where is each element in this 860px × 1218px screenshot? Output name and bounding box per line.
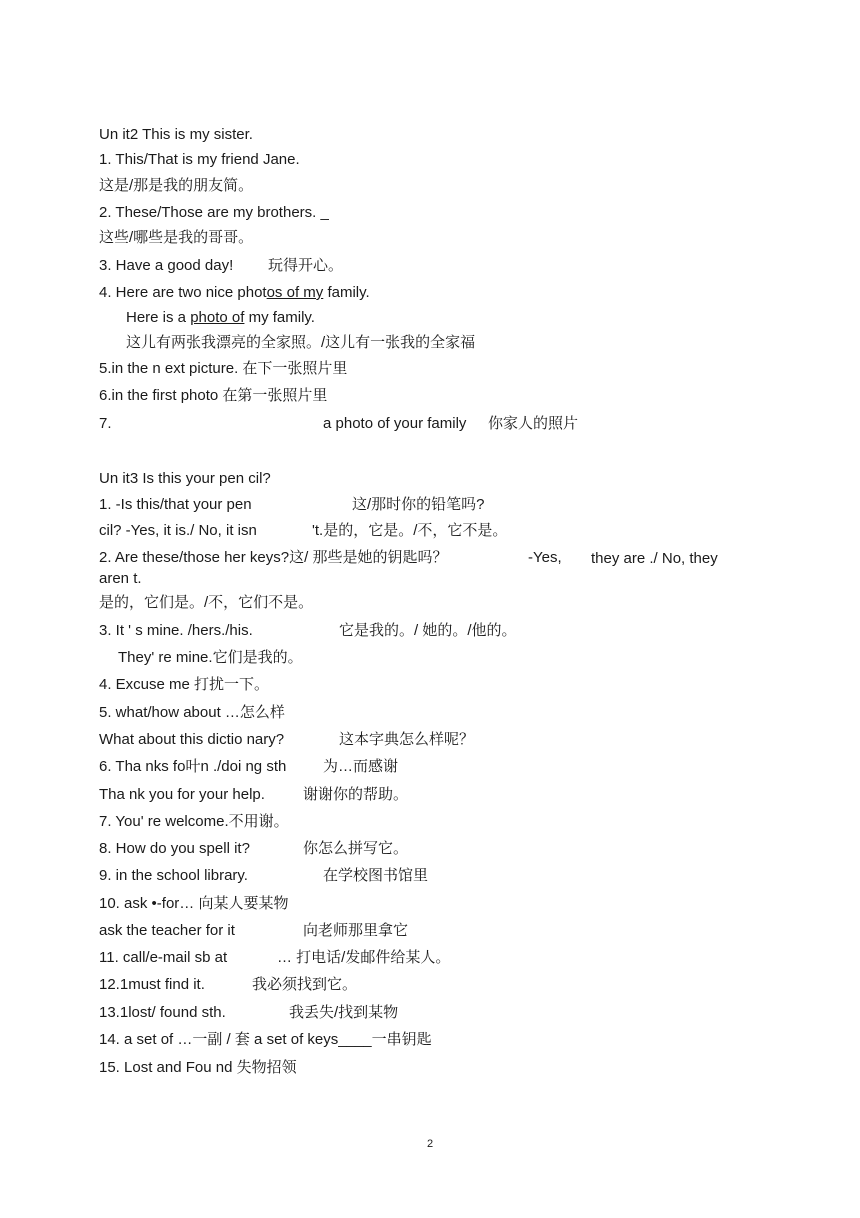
unit2-line-4-part-c: family. (323, 284, 370, 301)
page-number: 2 (426, 1138, 434, 1150)
unit3-line-11: 11. call/e-mail sb at (99, 949, 228, 966)
unit3-line-3-cn: 它是我的。/ 她的。/他的。 (339, 622, 517, 639)
unit3-line-6b: Tha nk you for your help. (99, 786, 265, 803)
unit3-line-13-cn: 我丢失/找到某物 (289, 1004, 399, 1021)
unit2-line-7: a photo of your family (323, 415, 467, 432)
unit3-line-2-cn: 是的，它们是。/不，它们不是。 (99, 594, 314, 611)
unit3-line-1b: cil? -Yes, it is./ No, it isn (99, 522, 257, 539)
unit3-line-5b-cn: 这本字典怎么样呢？ (339, 731, 475, 748)
unit3-line-6b-cn: 谢谢你的帮助。 (303, 786, 409, 803)
unit3-line-3a: 3. It ' s mine. /hers./his. (99, 622, 253, 639)
unit3-line-2b: -Yes, (528, 549, 562, 566)
unit2-line-1: 1. This/That is my friend Jane. (99, 151, 300, 168)
unit3-line-14: 14. a set of …一副 / 套 a set of keys____一串钥匙 (99, 1031, 432, 1048)
unit2-title: Un it2 This is my sister. (99, 126, 253, 143)
unit3-line-5b: What about this dictio nary? (99, 731, 285, 748)
unit3-line-1-cn: 这/那时你的铅笔吗? (352, 496, 485, 513)
unit2-line-4 (99, 283, 370, 303)
unit2-line-3: 3. Have a good day! (99, 257, 234, 274)
unit3-line-8: 8. How do you spell it? (99, 840, 250, 857)
unit3-line-15: 15. Lost and Fou nd 失物招领 (99, 1059, 297, 1076)
unit3-line-4: 4. Excuse me 打扰一下。 (99, 676, 270, 693)
unit3-line-9: 9. in the school library. (99, 867, 248, 884)
unit2-line-2-cn: 这些/哪些是我的哥哥。 (99, 229, 254, 246)
unit3-line-7: 7. You' re welcome.不用谢。 (99, 813, 289, 830)
unit2-line-2: 2. These/Those are my brothers. _ (99, 204, 329, 221)
unit2-line-1-cn: 这是/那是我的朋友简。 (99, 177, 254, 194)
unit3-line-12-cn: 我必须找到它。 (252, 976, 358, 993)
unit3-line-5: 5. what/how about …怎么样 (99, 704, 285, 721)
unit3-title: Un it3 Is this your pen cil? (99, 470, 271, 487)
unit3-line-2a: 2. Are these/those her keys?这/ 那些是她的钥匙吗？ (99, 549, 448, 566)
unit3-line-9-cn: 在学校图书馆里 (323, 867, 429, 884)
unit3-line-2c: they are ./ No, they (591, 550, 718, 567)
unit3-line-10b: ask the teacher for it (99, 922, 235, 939)
unit3-line-1c: 't.是的，它是。/不，它不是。 (312, 522, 508, 539)
unit2-line-7-cn: 你家人的照片 (488, 415, 579, 432)
unit3-line-8-cn: 你怎么拼写它。 (303, 840, 409, 857)
unit3-line-10: 10. ask •-for… 向某人要某物 (99, 895, 289, 912)
unit2-line-5: 5.in the n ext picture. 在下一张照片里 (99, 360, 348, 377)
unit3-line-2d: aren t. (99, 570, 142, 587)
unit3-line-13: 13.1lost/ found sth. (99, 1004, 226, 1021)
unit2-line-4b-part-a: Here is a (126, 309, 191, 326)
unit2-line-7-number: 7. (99, 415, 112, 432)
unit2-line-4-part-a: 4. Here are two nice phot (99, 284, 267, 301)
unit2-line-4b-part-c: my family. (244, 309, 315, 326)
unit3-line-12: 12.1must find it. (99, 976, 205, 993)
unit2-line-4b (126, 308, 315, 328)
unit3-line-1a: 1. -Is this/that your pen (99, 496, 252, 513)
unit2-line-4b-underlined: photo of (190, 309, 245, 326)
unit3-line-3b: They' re mine.它们是我的。 (118, 649, 303, 666)
unit3-line-6-cn: 为…而感谢 (323, 758, 399, 775)
unit2-line-4-cn: 这儿有两张我漂亮的全家照。/这儿有一张我的全家福 (126, 334, 476, 351)
unit3-line-6: 6. Tha nks fo叶n ./doi ng sth (99, 758, 287, 775)
unit2-line-3-cn: 玩得开心。 (268, 257, 344, 274)
unit2-line-4-underlined: os of my (266, 284, 324, 301)
unit2-line-6: 6.in the first photo 在第一张照片里 (99, 387, 328, 404)
unit3-line-11-cn: … 打电话/发邮件给某人。 (277, 949, 451, 966)
unit3-line-10b-cn: 向老师那里拿它 (303, 922, 409, 939)
